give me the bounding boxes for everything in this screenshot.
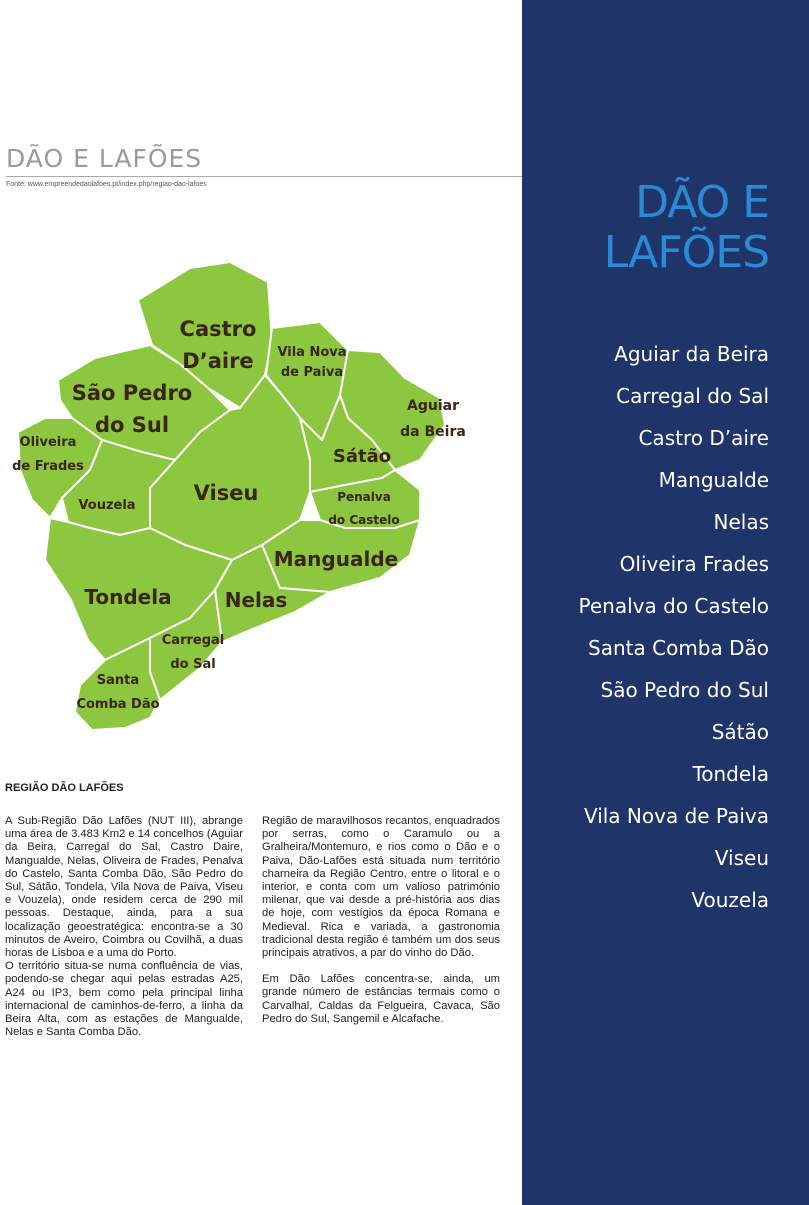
map-label-oliveira-de-frades: Oliveira xyxy=(19,435,77,450)
map-label-nelas: Nelas xyxy=(224,588,288,612)
map-label-mangualde: Mangualde xyxy=(273,547,399,571)
page-title: DÃO E LAFÕES xyxy=(6,144,203,173)
paragraph: Região de maravilhosos recantos, enquadrados por serras, como o Caramulo ou a Gralheira/Montemuro, e rios como o Dão e o Paiva, Dão-Lafões está situada num território charneira da Região Centro, entre o litoral e o interior, e conta com um valioso património milenar, que vai desde a pré-história aos dias de hoje, com vestígios da época Romana e Medieval. Rica e variada, a gastronomia tradicional desta região é também um dos seus principais atrativos, a par do vinho do Dão. xyxy=(262,815,500,960)
list-item: Tondela xyxy=(692,762,769,786)
article-column-left xyxy=(5,815,243,1039)
list-item: Penalva do Castelo xyxy=(578,594,769,618)
map-label-penalva-do-castelo: do Castelo xyxy=(328,513,400,527)
map-label-penalva-do-castelo: Penalva xyxy=(337,490,391,504)
paragraph: O território situa-se numa confluência de vias, podendo-se chegar aqui pelas estradas A25, A24 ou IP3, bem como pela principal linha internacional de caminhos-de-ferro, a linha da Beira Alta, com as estações de Mangualde, Nelas e Santa Comba Dão. xyxy=(5,960,243,1039)
map-label-viseu: Viseu xyxy=(193,481,259,505)
list-item: Mangualde xyxy=(658,468,769,492)
list-item: Viseu xyxy=(714,846,769,870)
section-heading: REGIÃO DÃO LAFÕES xyxy=(5,782,124,794)
map-label-aguiar-da-beira: Aguiar xyxy=(407,398,459,414)
map-label-vila-nova-de-paiva: de Paiva xyxy=(280,365,344,380)
list-item: Santa Comba Dão xyxy=(588,636,769,660)
article-column-right xyxy=(262,815,500,1026)
list-item: Aguiar da Beira xyxy=(614,342,769,366)
title-divider xyxy=(6,176,522,177)
map-label-carregal-do-sal: do Sal xyxy=(170,657,216,672)
map-label-sao-pedro-do-sul: do Sul xyxy=(94,413,170,437)
list-item: Oliveira Frades xyxy=(619,552,769,576)
map-label-santa-comba-dao: Comba Dão xyxy=(76,697,160,712)
sidebar-title xyxy=(604,178,769,278)
map-label-tondela: Tondela xyxy=(84,585,172,609)
sidebar xyxy=(522,0,809,1205)
region-map xyxy=(0,240,466,740)
sidebar-title-line: LAFÕES xyxy=(603,227,769,278)
map-label-satao: Sátão xyxy=(332,446,392,467)
source-caption: Fonte: www.empreendedaolafoes.pt/index.php/regiao-dao-lafoes xyxy=(6,181,207,188)
map-label-vila-nova-de-paiva: Vila Nova xyxy=(277,345,347,360)
map-label-oliveira-de-frades: de Frades xyxy=(12,459,84,474)
sidebar-title-line: DÃO E xyxy=(635,177,769,228)
map-label-carregal-do-sal: Carregal xyxy=(161,633,225,648)
list-item: Sátão xyxy=(711,720,769,744)
list-item: Nelas xyxy=(713,510,769,534)
map-label-castro-daire: D’aire xyxy=(182,349,254,373)
map-label-castro-daire: Castro xyxy=(179,317,257,341)
map-label-sao-pedro-do-sul: São Pedro xyxy=(71,381,193,405)
map-label-vouzela: Vouzela xyxy=(78,498,136,513)
map-label-santa-comba-dao: Santa xyxy=(96,673,140,688)
paragraph: A Sub-Região Dão Lafões (NUT III), abrange uma área de 3.483 Km2 e 14 concelhos (Aguiar da Beira, Carregal do Sal, Castro Daire, Mangualde, Nelas, Oliveira de Frades, Penalva do Castelo, Santa Comba Dão, São Pedro do Sul, Sátão, Tondela, Vila Nova de Paiva, Viseu e Vouzela), onde residem cerca de 290 mil pessoas. Destaque, ainda, para a sua localização geoestratégica: encontra-se a 30 minutos de Aveiro, Coimbra ou Covilhã, a duas horas de Lisboa e a uma do Porto. xyxy=(5,815,243,960)
list-item: Castro D’aire xyxy=(638,426,769,450)
list-item: São Pedro do Sul xyxy=(600,678,769,702)
paragraph: Em Dão Lafões concentra-se, ainda, um grande número de estâncias termais como o Carvalhal, Caldas da Felgueira, Cavaca, São Pedro do Sul, Sangemil e Alcafache. xyxy=(262,973,500,1025)
list-item: Carregal do Sal xyxy=(616,384,769,408)
map-label-aguiar-da-beira: da Beira xyxy=(400,424,466,440)
concelhos-list xyxy=(579,340,769,928)
list-item: Vouzela xyxy=(691,888,769,912)
list-item: Vila Nova de Paiva xyxy=(583,804,769,828)
